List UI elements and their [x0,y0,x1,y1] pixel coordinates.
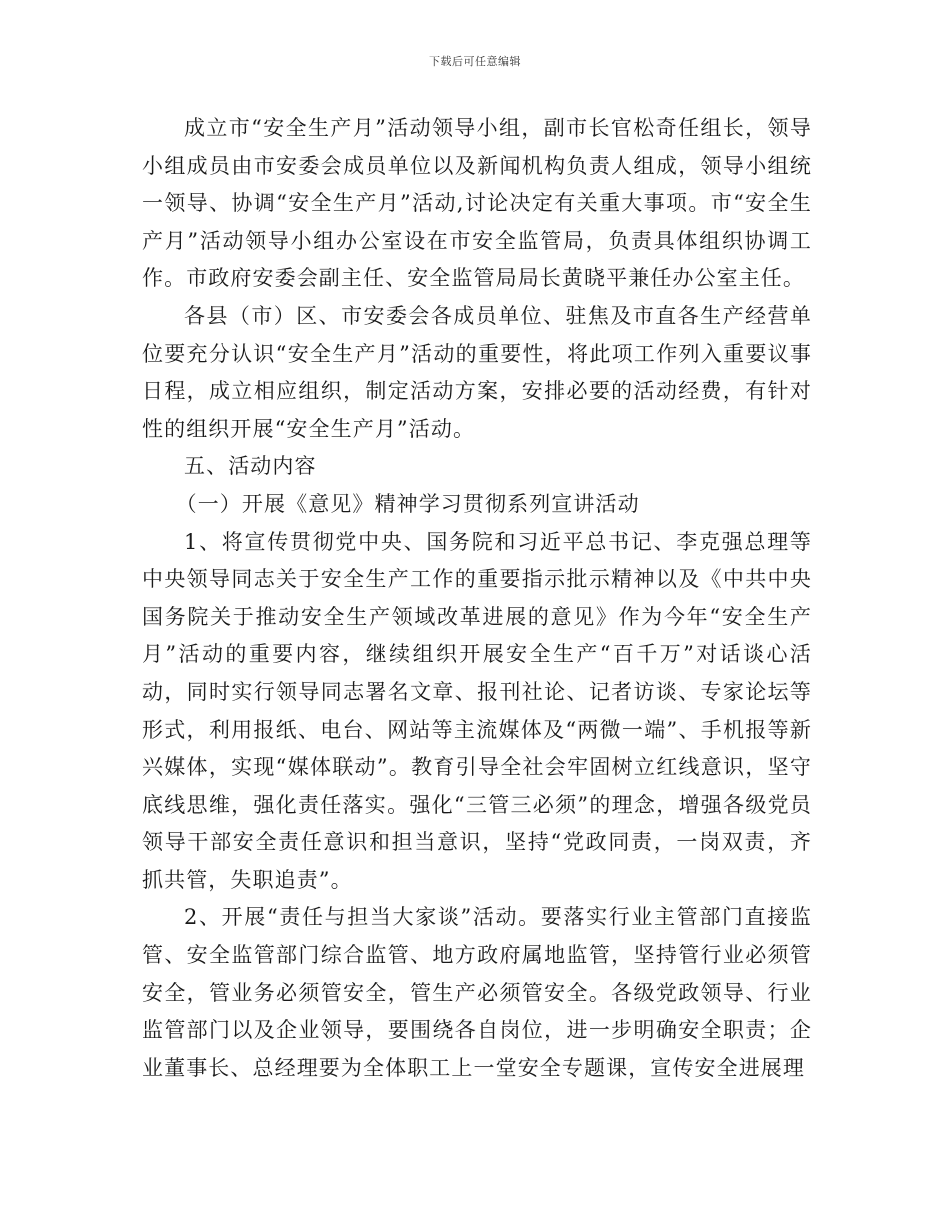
paragraph-unit-requirements: 各县（市）区、市安委会各成员单位、驻焦及市直各生产经营单位要充分认识“安全生产月”活动的重要性，将此项工作列入重要议事日程，成立相应组织，制定活动方案，安排必要的活动经费，有针对性的组织开展“安全生产月”活动。 [142,303,812,441]
page-header-note: 下载后可任意编辑 [429,55,521,68]
document-body [142,110,812,1087]
section-heading-activity-content: 五、活动内容 [184,454,317,479]
paragraph-item-1: 1、将宣传贯彻党中央、国务院和习近平总书记、李克强总理等中央领导同志关于安全生产工作的重要指示批示精神以及《中共中央 国务院关于推动安全生产领域改革进展的意见》作为今年“安全生产月”活动的重要内容，继续组织开展安全生产“百千万”对话谈心活动，同时实行领导同志署名文章、报刊社论、记者访谈、专家论坛等形式，利用报纸、电台、网站等主流媒体及“两微一端”、手机报等新兴媒体，实现“媒体联动”。教育引导全社会牢固树立红线意识，坚守底线思维，强化责任落实。强化“三管三必须”的理念，增强各级党员领导干部安全责任意识和担当意识，坚持“党政同责，一岗双责，齐抓共管，失职追责”。 [142,529,812,892]
paragraph-leadership-group: 成立市“安全生产月”活动领导小组，副市长官松奇任组长，领导小组成员由市安委会成员单位以及新闻机构负责人组成，领导小组统一领导、协调“安全生产月”活动,讨论决定有关重大事项。市“安全生产月”活动领导小组办公室设在市安全监管局，负责具体组织协调工作。市政府安委会副主任、安全监管局局长黄晓平兼任办公室主任。 [142,116,812,291]
subsection-heading-opinion-study: （一）开展《意见》精神学习贯彻系列宣讲活动 [175,491,640,516]
paragraph-item-2: 2、开展“责任与担当大家谈”活动。要落实行业主管部门直接监管、安全监管部门综合监管、地方政府属地监管，坚持管行业必须管安全，管业务必须管安全，管生产必须管安全。各级党政领导、行业监管部门以及企业领导，要围绕各自岗位，进一步明确安全职责；企业董事长、总经理要为全体职工上一堂安全专题课，宣传安全进展理 [142,905,812,1080]
